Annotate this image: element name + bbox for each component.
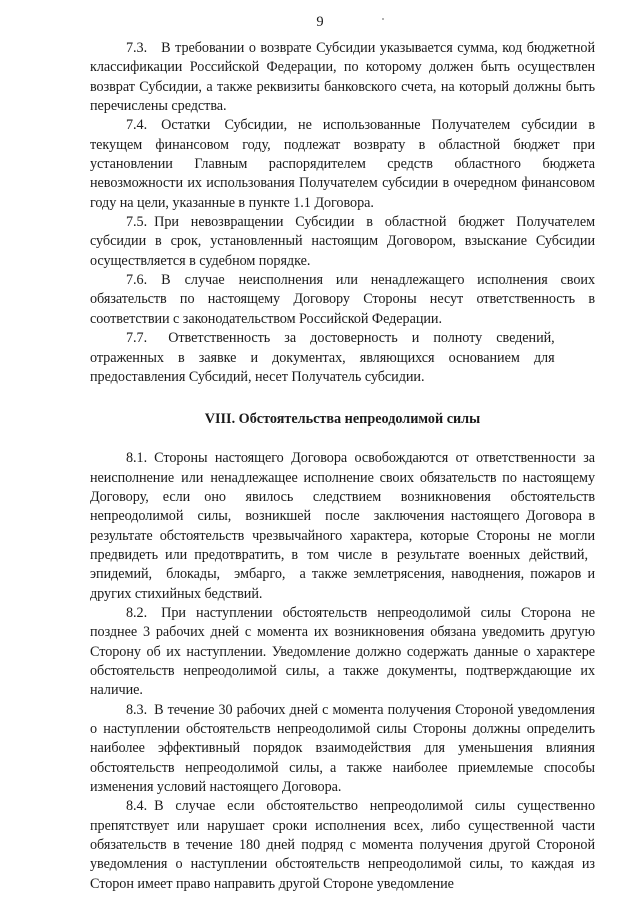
- section-heading-force-majeure: VIII. Обстоятельства непреодолимой силы: [204, 411, 481, 428]
- page-number: 9: [316, 14, 324, 30]
- scan-dot-mark: [382, 18, 384, 20]
- paragraph-7-4: 7.4. Остатки Субсидии, не использованные Получателем субсидии в текущем финансовом году, подлежат возврату в областной бюджет при установлении Главным распорядителем средств областного бюджета невозможности их использования Получателем субсидии в очередном финансовом году на цели, указанные в пункте 1.1 Договора.: [90, 117, 595, 211]
- paragraph-8-2: 8.2. При наступлении обстоятельств непреодолимой силы Сторона не позднее 3 рабочих дней с момента их возникновения обязана уведомить другую Сторону об их наступлении. Уведомление должно содержать данные о характере обстоятельств непреодолимой силы, а также документы, подтверждающие их наличие.: [90, 604, 595, 699]
- paragraph-7-3: 7.3. В требовании о возврате Субсидии указывается сумма, код бюджетной классификации Российской Федерации, по которому должен быть осуществлен возврат Субсидии, а также реквизиты банковского счета, на который должны быть перечислены средства.: [90, 40, 595, 115]
- paragraph-8-3: 8.3. В течение 30 рабочих дней с момента получения Стороной уведомления о наступлении обстоятельств непреодолимой силы Стороны должны определить наиболее эффективный порядок взаимодействия для уменьшения влияния обстоятельств непреодолимой силы, а также наиболее приемлемые способы изменения условий настоящего Договора.: [90, 701, 595, 796]
- paragraph-7-6: 7.6. В случае неисполнения или ненадлежащего исполнения своих обязательств по настоящему Договору Стороны несут ответственность в соответствии с законодательством Российской Федерации.: [90, 272, 595, 327]
- paragraph-8-4: 8.4. В случае если обстоятельство непреодолимой силы существенно препятствует или нарушает сроки исполнения всех, либо существенной части обязательств в течение 180 дней подряд с момента получения другой Стороной уведомления о наступлении обстоятельств непреодолимой силы, то каждая из Сторон имеет право направить другой Стороне уведомление: [90, 798, 595, 892]
- paragraph-7-7: 7.7. Ответственность за достоверность и полноту сведений, отраженных в заявке и документах, являющихся основанием для предоставления Субсидий, несет Получатель субсидии.: [90, 330, 555, 385]
- document-body: [90, 39, 595, 894]
- paragraph-7-5: 7.5. При невозвращении Субсидии в областной бюджет Получателем субсидии в срок, установленный настоящим Договором, взыскание Субсидии осуществляется в судебном порядке.: [90, 214, 595, 269]
- paragraph-8-1: 8.1. Стороны настоящего Договора освобождаются от ответственности за неисполнение или ненадлежащее исполнение своих обязательств по настоящему Договору, если оно явилось следствием возникновения обстоятельств непреодолимой силы, возникшей после заключения настоящего Договора в результате обстоятельств чрезвычайного характера, которые Стороны не могли предвидеть или предотвратить, в том числе в результате военных действий, эпидемий, блокады, эмбарго, а также землетрясения, наводнения, пожаров и других стихийных бедствий.: [90, 450, 595, 602]
